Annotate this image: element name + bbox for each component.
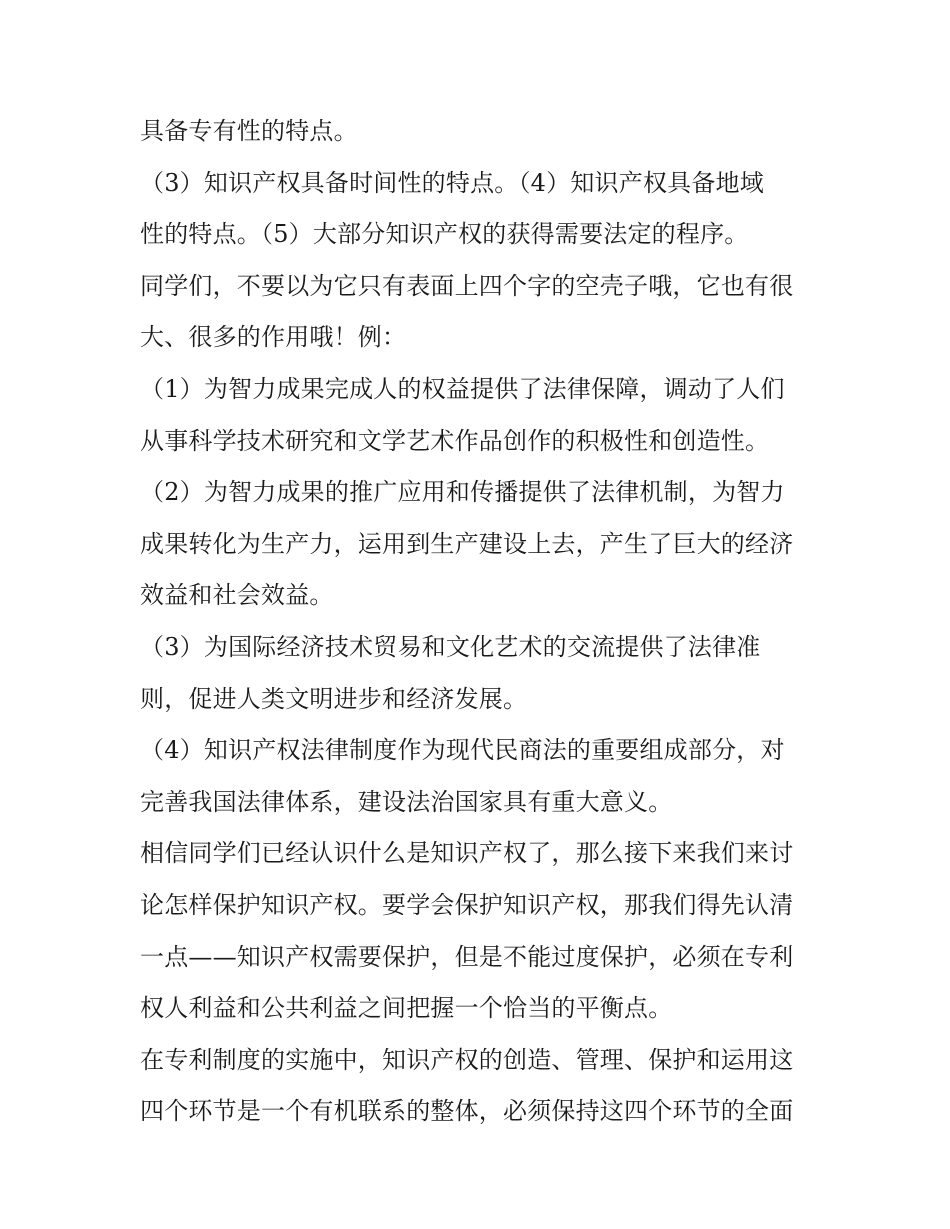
text-line: 从事科学技术研究和文学艺术作品创作的积极性和创造性。 bbox=[140, 426, 770, 455]
text-line: （4）知识产权法律制度作为现代民商法的重要组成部分，对 bbox=[140, 736, 785, 765]
text-line: 性的特点。（5）大部分知识产权的获得需要法定的程序。 bbox=[140, 220, 749, 249]
text-line: 大、很多的作用哦！例： bbox=[140, 323, 407, 352]
text-line: 在专利制度的实施中，知识产权的创造、管理、保护和运用这 bbox=[140, 1045, 794, 1074]
text-line: 论怎样保护知识产权。要学会保护知识产权，那我们得先认清 bbox=[140, 890, 794, 919]
text-line: 相信同学们已经认识什么是知识产权了，那么接下来我们来讨 bbox=[140, 839, 794, 868]
text-line: （2）为智力成果的推广应用和传播提供了法律机制，为智力 bbox=[140, 478, 785, 507]
text-line: 权人利益和公共利益之间把握一个恰当的平衡点。 bbox=[140, 994, 673, 1023]
text-line: 则，促进人类文明进步和经济发展。 bbox=[140, 684, 528, 713]
text-line: 成果转化为生产力，运用到生产建设上去，产生了巨大的经济 bbox=[140, 529, 794, 558]
text-line: （1）为智力成果完成人的权益提供了法律保障，调动了人们 bbox=[140, 374, 785, 403]
text-line: （3）知识产权具备时间性的特点。（4）知识产权具备地域 bbox=[140, 168, 764, 197]
text-line: 四个环节是一个有机联系的整体，必须保持这四个环节的全面 bbox=[140, 1097, 794, 1126]
text-line: （3）为国际经济技术贸易和文化艺术的交流提供了法律准 bbox=[140, 632, 761, 661]
text-line: 具备专有性的特点。 bbox=[140, 117, 358, 145]
text-line: 效益和社会效益。 bbox=[140, 581, 334, 610]
body-text bbox=[140, 106, 830, 1138]
text-line: 完善我国法律体系，建设法治国家具有重大意义。 bbox=[140, 787, 673, 816]
text-line: 一点——知识产权需要保护，但是不能过度保护，必须在专利 bbox=[140, 942, 794, 971]
text-line: 同学们，不要以为它只有表面上四个字的空壳子哦，它也有很 bbox=[140, 271, 794, 300]
